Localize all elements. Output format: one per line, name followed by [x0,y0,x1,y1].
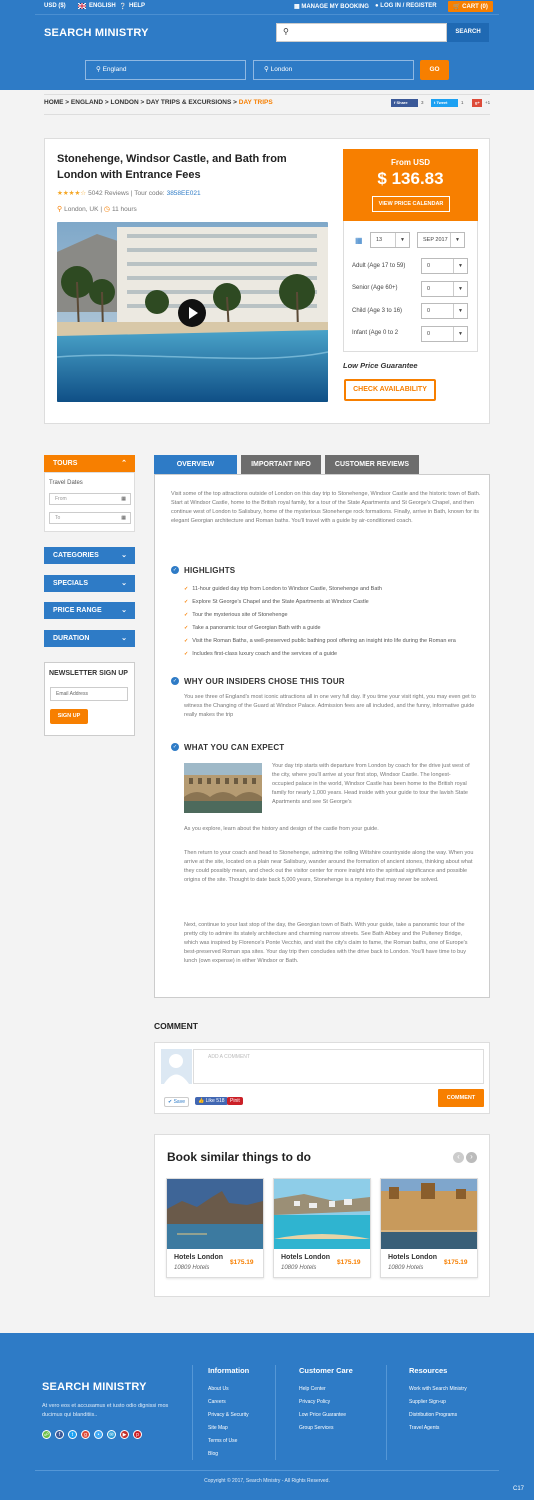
tours-header[interactable]: TOURS ⌃ [44,455,135,472]
chevron-down-icon: ⌄ [121,580,127,587]
tab-customer-reviews[interactable]: CUSTOMER REVIEWS [325,455,419,474]
similar-card[interactable] [273,1178,371,1278]
prev-arrow-icon[interactable]: ‹ [453,1152,464,1163]
breadcrumb-england[interactable]: ENGLAND [70,99,104,106]
go-button[interactable]: GO [420,60,449,80]
calendar-icon: ▦ [121,515,126,521]
divider [35,1470,499,1471]
check-icon: ✓ [184,599,189,605]
facebook-share-count: 3 [421,100,424,105]
why-title: WHY OUR INSIDERS CHOSE THIS TOUR [184,677,345,686]
clock-icon: ◷ [103,206,110,213]
signup-button[interactable]: SIGN UP [50,709,88,724]
avatar [161,1049,192,1084]
senior-select[interactable]: 0 ▼ [421,281,468,297]
chevron-down-icon: ▼ [453,282,467,296]
footer-link-travel-agents[interactable]: Travel Agents [409,1425,440,1431]
footer-link-help-center[interactable]: Help Center [299,1386,326,1392]
cart-icon: 🛒 [453,4,461,10]
footer-link-group-services[interactable]: Group Services [299,1425,334,1431]
chevron-down-icon: ▼ [453,259,467,273]
comment-input[interactable]: ADD A COMMENT [193,1049,484,1084]
rating-row: ★★★★☆ 5042 Reviews | Tour code: 3858EE021 [57,190,201,197]
price-range-header[interactable]: PRICE RANGE ⌄ [44,602,135,619]
child-label: Child (Age 3 to 16) [352,308,403,314]
tab-overview[interactable]: OVERVIEW [154,455,237,474]
page-tag: C17 [513,1486,525,1492]
comment-button[interactable]: COMMENT [438,1089,484,1107]
card-title: Hotels London [388,1254,437,1261]
twitter-icon[interactable]: t [68,1430,77,1439]
check-icon: ✓ [184,625,189,631]
expect-paragraph-1: Your day trip starts with departure from London by coach for the drive just west of the city, where you'll arrive at your first stop, Windsor Castle. The longest-occupied palace in the world, Windsor Castle has been home to the British royal family for nearly 1,000 years. Head inside with your guide to tour the lavish State Apartments and see St George's [272,763,470,805]
similar-card[interactable] [380,1178,478,1278]
facebook-icon: f [394,100,397,105]
card-count: 10809 Hotels [281,1265,317,1271]
cart-button[interactable]: 🛒 CART (0) [448,1,493,12]
low-price-guarantee: Low Price Guarantee [343,361,418,370]
help-link[interactable] [119,3,126,10]
check-circle-icon: ✓ [172,744,178,750]
information-title: Information [208,1366,250,1375]
list-item: ✓ Take a panoramic tour of Georgian Bath with a guide [184,625,321,631]
adult-select[interactable]: 0 ▼ [421,258,468,274]
twitter-share-button[interactable]: t Tweet [431,99,458,107]
price-label: From USD [390,158,431,167]
language-selector[interactable]: ENGLISH [89,3,116,9]
customer-care-links [299,1383,346,1435]
facebook-share-button[interactable]: f Share [391,99,418,107]
search-icon: ⚲ [283,27,289,36]
breadcrumb-london[interactable]: LONDON [110,99,139,106]
footer-tagline: At vero eos et accusamus et iusto odio dignissi mos ducimus qui blanditiis.. [42,1403,169,1418]
view-price-calendar-button[interactable]: VIEW PRICE CALENDAR [372,196,450,212]
infant-select[interactable]: 0 ▼ [421,326,468,342]
chevron-down-icon: ▼ [450,233,464,247]
similar-title: Book similar things to do [167,1150,312,1164]
card-title: Hotels London [281,1254,330,1261]
check-circle-icon: ✓ [172,678,178,684]
play-button[interactable] [178,299,206,327]
check-circle-icon: ✓ [172,567,178,573]
footer-link-privacy-policy[interactable]: Privacy Policy [299,1399,331,1405]
top-bar [0,0,534,14]
help-icon: ❔ [119,4,127,10]
check-icon: ✓ [184,612,189,618]
senior-label: Senior (Age 60+) [352,285,398,291]
chevron-down-icon: ⌄ [121,635,127,642]
thumbs-up-icon: 👍 [198,1098,205,1104]
tab-important-info[interactable]: IMPORTANT INFO [241,455,321,474]
palace-image [381,1179,477,1249]
highlights-title: HIGHLIGHTS [184,566,236,575]
reviews-count[interactable]: 5042 Reviews [88,190,129,197]
like-button[interactable]: 👍 Like 518 [195,1097,228,1105]
newsletter-email-input[interactable]: Email Address [50,687,128,701]
divider [275,1365,276,1460]
play-icon [178,299,206,327]
pinterest-icon[interactable]: p [133,1430,142,1439]
tour-code: 3858EE021 [166,190,201,197]
currency-selector[interactable]: USD ($) [44,3,66,9]
footer-link-careers[interactable]: Careers [208,1399,226,1405]
facebook-icon[interactable]: f [55,1430,64,1439]
calendar-icon: ▦ [294,4,302,10]
information-links [208,1383,249,1461]
location-pin-icon: ⚲ [264,66,269,73]
card-count: 10809 Hotels [174,1265,210,1271]
google-plus-count: +1 [485,100,491,105]
duration-header[interactable]: DURATION ⌄ [44,630,135,647]
breadcrumb-day-trips-excursions[interactable]: DAY TRIPS & EXCURSIONS [146,99,232,106]
expect-title: WHAT YOU CAN EXPECT [184,743,285,752]
chevron-down-icon: ▼ [395,233,409,247]
comment-title: COMMENT [154,1021,198,1031]
specials-header[interactable]: SPECIALS ⌄ [44,575,135,592]
chevron-down-icon: ▼ [453,304,467,318]
footer-link-blog[interactable]: Blog [208,1451,219,1457]
google-plus-icon[interactable]: g [81,1430,90,1439]
city-field[interactable]: ⚲ London [253,60,414,80]
google-plus-button[interactable]: g+ [472,99,482,107]
youtube-icon[interactable]: ▶ [120,1430,129,1439]
breadcrumb-current: DAY TRIPS [238,99,273,106]
footer-link-about-us[interactable]: About Us [208,1386,229,1392]
highlights-list [184,583,489,661]
country-field[interactable]: ⚲ England [85,60,246,80]
customer-care-title: Customer Care [299,1366,353,1375]
divider [192,1365,193,1460]
pin-it-button[interactable]: Pinit [227,1097,243,1105]
list-item: ✓ Includes first-class luxury coach and the services of a guide [184,651,338,657]
card-count: 10809 Hotels [388,1265,424,1271]
infant-label: Infant (Age 0 to 2 [352,330,399,336]
resources-links [409,1383,467,1435]
overview-intro: Visit some of the top attractions outside of London on this day trip to Stonehenge, Windsor Castle and the historic town of Bath. Start at Windsor Castle, home to the British royal family, for a tour of the State Apartments and St George's Chapel, and then continue west of London to Salisbury, home of the mysterious Stonehenge rock formations. Finally, arrive in Bath, known for its elegant Georgian architecture and Roman baths. You'll travel with a guide by air-conditioned coach. [171,491,481,524]
coast-image [274,1179,370,1249]
footer-link-distribution[interactable]: Distribution Programs [409,1412,458,1418]
to-date-input[interactable]: To ▦ [49,512,131,524]
chevron-down-icon: ▼ [453,327,467,341]
email-icon[interactable]: ✉ [107,1430,116,1439]
calendar-icon: ▦ [121,496,126,502]
check-icon: ✓ [184,651,189,657]
footer-link-supplier-signup[interactable]: Supplier Sign-up [409,1399,446,1405]
list-item: ✓ Tour the mysterious site of Stonehenge [184,612,288,618]
next-arrow-icon[interactable]: › [466,1152,477,1163]
chevron-down-icon: ⌄ [121,552,127,559]
footer-brand[interactable]: SEARCH MINISTRY [42,1381,147,1393]
link-icon[interactable]: ☍ [43,1432,50,1438]
price-value: $ 136.83 [377,169,444,188]
venice-image [167,1179,263,1249]
calendar-icon: ▦ [355,236,363,245]
check-icon: ✓ [184,586,189,592]
card-price: $175.19 [230,1259,254,1266]
save-button[interactable]: ✔ Save [164,1097,189,1107]
check-icon: ✓ [184,638,189,644]
child-select[interactable]: 0 ▼ [421,303,468,319]
breadcrumb-home[interactable]: HOME [44,99,64,106]
skype-icon[interactable]: • [94,1430,103,1439]
twitter-icon: t [434,100,437,105]
search-input[interactable] [276,23,447,42]
day-select[interactable]: 13 ▼ [370,232,410,248]
twitter-share-count: 1 [461,100,464,105]
breadcrumb: HOME > ENGLAND > LONDON > DAY TRIPS & EXCURSIONS > DAY TRIPS [44,99,273,106]
why-text: You see three of England's most iconic attractions all in one very full day. If you time your visit right, you may even get to witness the Changing of the Guard at Windsor Palace. Admission fees are all included, and the funny, informative guide really makes the trip [184,694,476,718]
windsor-castle-image [184,763,262,813]
divider [44,94,490,95]
from-date-input[interactable]: From ▦ [49,493,131,505]
user-icon: ● [375,3,381,9]
tour-location: London, UK [64,206,99,213]
brand-logo[interactable]: SEARCH MINISTRY [44,27,149,39]
expect-paragraph-2: Then return to your coach and head to Stonehenge, admiring the rolling Wiltshire countryside along the way. When you arrive at the site, located on a plain near Salisbury, wander around the formation of ancient stones, thinking about what they could possibly mean, and check out the visitor center for more insight into the spiritual significance and possible origins of the site. Thought to date back 5,000 years, Stonehenge is a mystery that may never be solved. [184,850,474,883]
list-item: ✓ Explore St George's Chapel and the State Apartments at Windsor Castle [184,599,369,605]
login-link[interactable]: ● LOG IN / REGISTER [375,3,437,9]
footer-link-low-price[interactable]: Low Price Guarantee [299,1412,346,1418]
chevron-up-icon: ⌃ [121,460,127,467]
card-title: Hotels London [174,1254,223,1261]
chevron-down-icon: ⌄ [121,607,127,614]
expect-paragraph-1b: As you explore, learn about the history and design of the castle from your guide. [184,826,379,832]
location-row: ⚲ London, UK | ◷ 11 hours [57,206,137,213]
social-icons [42,1430,162,1442]
check-availability-button[interactable]: CHECK AVAILABILITY [344,379,436,401]
divider [44,114,490,115]
footer-link-privacy-security[interactable]: Privacy & Security [208,1412,249,1418]
newsletter-title: NEWSLETTER SIGN UP [49,670,128,677]
similar-card[interactable] [166,1178,264,1278]
tour-code-label: Tour code: [134,190,165,197]
location-pin-icon: ⚲ [96,66,101,73]
list-item: ✓ 11-hour guided day trip from London to Windsor Castle, Stonehenge and Bath [184,586,382,592]
rating-stars: ★★★★☆ [57,190,87,197]
divider [386,1365,387,1460]
travel-dates-label: Travel Dates [49,480,83,486]
copyright: Copyright © 2017, Search Ministry - All Rights Reserved. [204,1478,330,1484]
footer-link-terms[interactable]: Terms of Use [208,1438,238,1444]
list-item: ✓ Visit the Roman Baths, a well-preserved public bathing pool offering an insight into life during the Roman era [184,638,456,644]
footer-link-work-with-us[interactable]: Work with Search Ministry [409,1386,467,1392]
manage-booking-link[interactable]: ▦ MANAGE MY BOOKING [294,4,369,10]
overview-panel [154,474,490,998]
help-label[interactable]: HELP [129,3,146,9]
footer-link-site-map[interactable]: Site Map [208,1425,228,1431]
tour-duration: 11 hours [111,206,137,213]
month-select[interactable]: SEP 2017 ▼ [417,232,465,248]
location-pin-icon: ⚲ [57,206,63,213]
expect-paragraph-3: Next, continue to your last stop of the day, the Georgian town of Bath. With your guide, take a panoramic tour of the pretty city to admire its stately architecture and charming narrow streets. See Bath Abbey and the Pulteney Bridge, which was inspired by Florence's Ponte Vecchio, and visit the city's claim to fame, the Roman baths, one of Europe's best-preserved Roman spa sites. Your day trip then concludes with the drive back to London. You'll have time to buy lunch (own expense) in either Windsor or Bath. [184,922,468,964]
flag-icon [78,3,86,11]
resources-title: Resources [409,1366,448,1375]
card-price: $175.19 [444,1259,468,1266]
adult-label: Adult (Age 17 to 59) [352,263,406,269]
search-button[interactable]: SEARCH [447,23,489,42]
product-title: Stonehenge, Windsor Castle, and Bath from London with Entrance Fees [57,153,287,181]
categories-header[interactable]: CATEGORIES ⌄ [44,547,135,564]
card-price: $175.19 [337,1259,361,1266]
